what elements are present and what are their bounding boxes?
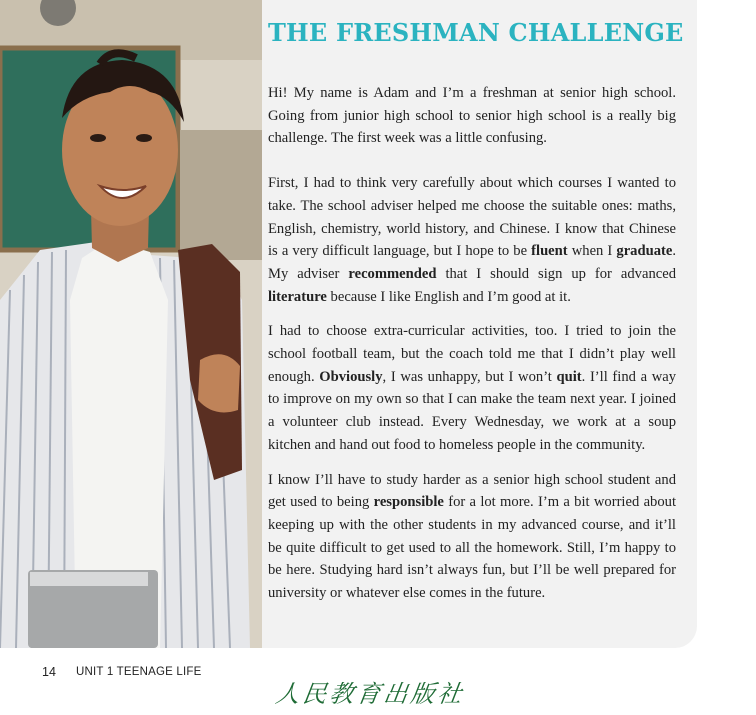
article-body: [268, 82, 676, 617]
paragraph-3-text-d: . I’ll find a way to improve on my own so that I can make the team next year. I joined a volunteer club instead. Every Wednesday, we work at a soup kitchen and hand out food to homeless people in the community.: [268, 368, 677, 453]
vocab-recommended: recommended: [348, 265, 437, 282]
vocab-quit: quit: [556, 368, 582, 385]
paragraph-2-text-e: that I should sign up for advanced: [436, 265, 676, 282]
paragraph-2: [268, 172, 676, 308]
paragraph-2-text-c: when I: [567, 243, 617, 260]
paragraph-1: Hi! My name is Adam and I’m a freshman at senior high school. Going from junior high school to senior high school is a really big challenge. The first week was a little confusing.: [268, 85, 676, 147]
unit-label: UNIT 1 TEENAGE LIFE: [76, 666, 202, 678]
page-number: 14: [42, 665, 56, 679]
page-margin: [697, 0, 756, 648]
paragraph-3-text-c: , I was unhappy, but I won’t: [382, 368, 557, 385]
article-title: THE FRESHMAN CHALLENGE: [268, 18, 684, 47]
paragraph-2-text-d: . My adviser: [268, 243, 676, 282]
paragraph-4-text-c: for a lot more. I’m a bit worried about keeping up with the other students in my advanced course, and it’ll be quite difficult to get used to all the homework. Still, I’m happy to be here. Studying hard isn’t always fun, but I’ll be well prepared for university or whatever else comes in the future.: [268, 494, 676, 602]
vocab-responsible: responsible: [373, 494, 444, 511]
vocab-literature: literature: [268, 288, 327, 305]
paragraph-3-text-a: I had to choose extra-curricular activities, too. I tried to join the school football team, but the coach told me that I didn’t play well enough.: [268, 323, 676, 385]
paragraph-4-text-a: I know I’ll have to study harder as a senior high school student and get used to being: [268, 471, 676, 511]
paragraph-3: [268, 320, 676, 456]
publisher-logo: 人民教育出版社: [273, 680, 467, 708]
vocab-obviously: Obviously: [319, 368, 383, 385]
student-photo: [0, 0, 262, 648]
page-footer: [0, 648, 756, 715]
paragraph-2-text-f: because I like English and I’m good at it.: [326, 288, 571, 305]
vocab-graduate: graduate: [616, 243, 673, 260]
vocab-fluent: fluent: [531, 243, 568, 260]
paragraph-4: [268, 469, 676, 605]
paragraph-2-text-a: First, I had to think very carefully about which courses I wanted to take. The school adviser helped me choose the suitable ones: maths, English, chemistry, world history, and Chinese. I know that Chinese is a very difficult language, but I hope to be: [268, 175, 676, 260]
